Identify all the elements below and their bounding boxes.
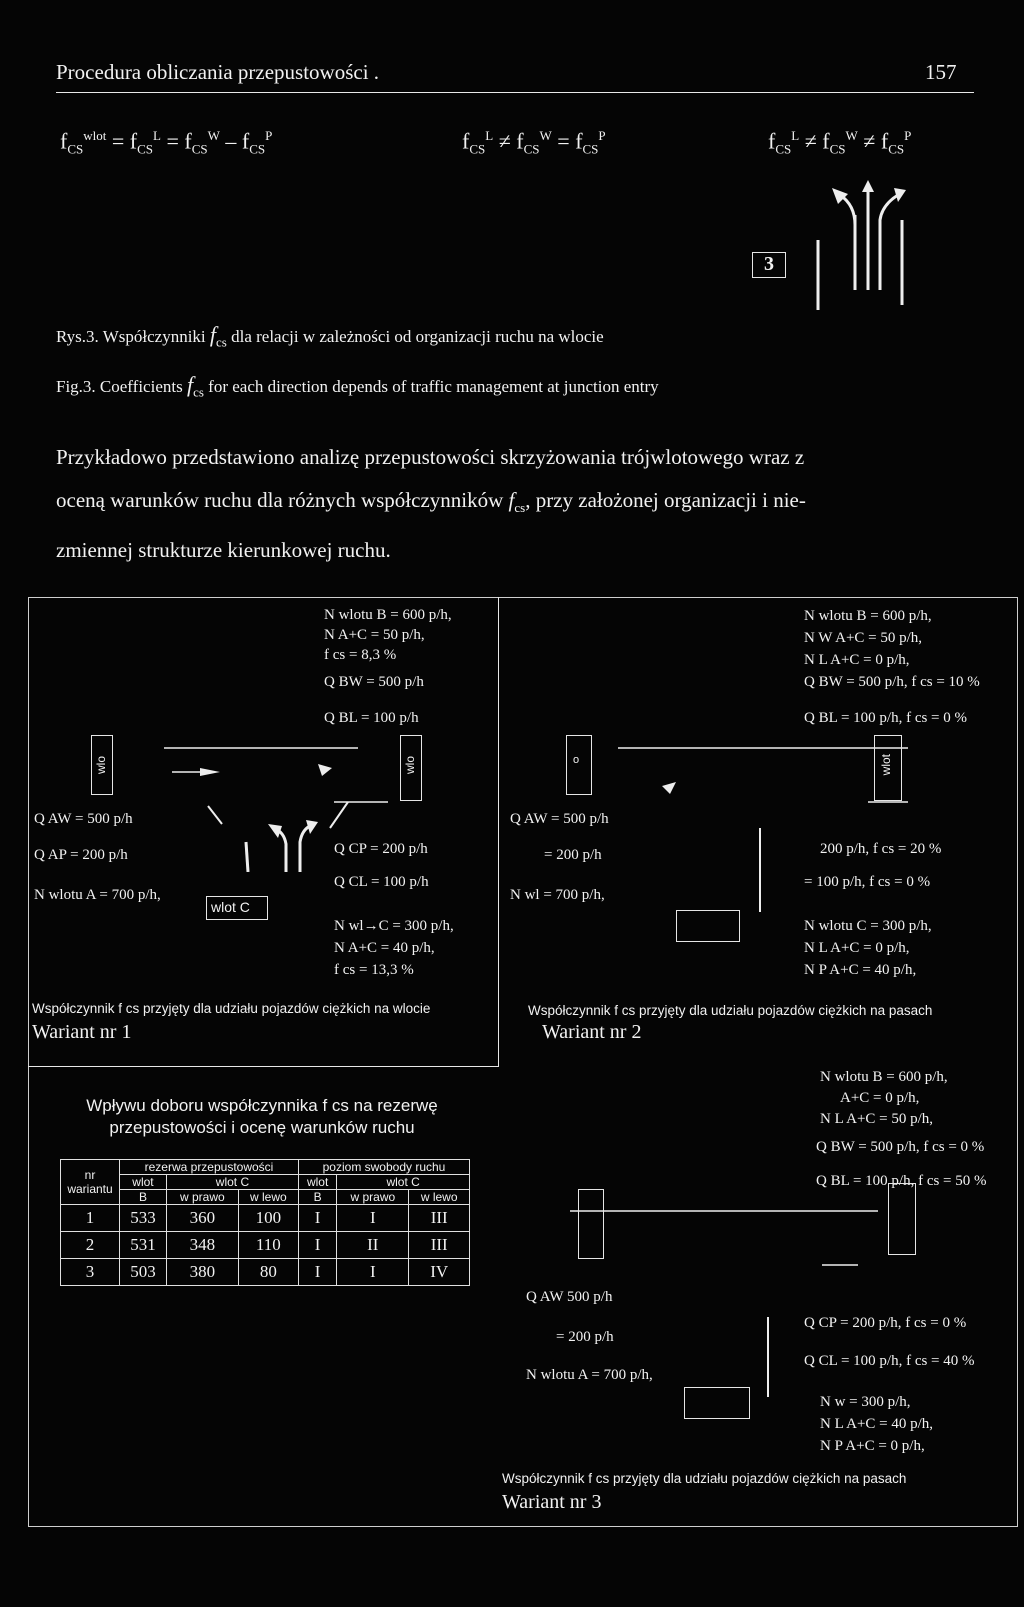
variant-1-qcp: Q CP = 200 p/h <box>334 841 428 857</box>
variant-1-qbl: Q BL = 100 p/h <box>324 710 419 726</box>
table-head-nr: nr wariantu <box>61 1160 120 1205</box>
variant-2-wlot-c-box <box>676 910 740 942</box>
figure-caption-pl: Rys.3. Współczynniki $f_{cs}$ dla relacji w zależności od organizacji ruchu na wlocie <box>56 322 604 350</box>
variant-1-right-entry-box: wlo <box>400 735 422 801</box>
table-row: 1 533 360 100 I I III <box>61 1205 470 1232</box>
table-row: 3 503 380 80 I I IV <box>61 1259 470 1286</box>
variant-2-n-wlotu-a: N wl = 700 p/h, <box>510 887 605 903</box>
variant-1-left-entry-box: wlo <box>91 735 113 795</box>
variant-3-left-entry-box <box>578 1189 604 1259</box>
figure-caption-en: Fig.3. Coefficients $f_{cs}$ for each direction depends of traffic management at junction entry <box>56 372 659 400</box>
variant-3-qaw: Q AW 500 p/h <box>526 1289 613 1305</box>
variant-2-title: Wariant nr 2 <box>542 1021 642 1043</box>
variant-1-n-wlotu-a: N wlotu A = 700 p/h, <box>34 887 161 903</box>
variant-3-qcp: Q CP = 200 p/h, f cs = 0 % <box>804 1315 967 1331</box>
paragraph: Przykładowo przedstawiono analizę przepustowości skrzyżowania trójwlotowego wraz z oceną warunków ruchu dla różnych współczynników $f_{cs}$, przy założonej organizacji i nie- zmiennej strukturze kierunkowej ruchu. <box>56 445 806 563</box>
table-head-wlot-2: wlot <box>298 1175 336 1190</box>
variant-3-n-wlotu-a: N wlotu A = 700 p/h, <box>526 1367 653 1383</box>
variant-1-qap: Q AP = 200 p/h <box>34 847 128 863</box>
table-head-b: B <box>120 1190 167 1205</box>
variant-1-top-values: N wlotu B = 600 p/h, N A+C = 50 p/h, f cs = 8,3 % <box>324 607 452 663</box>
variant-1-title: Wariant nr 1 <box>32 1021 132 1043</box>
page-number: 157 <box>925 60 957 84</box>
table-row: 2 531 348 110 I II III <box>61 1232 470 1259</box>
variant-3-qcl: Q CL = 100 p/h, f cs = 40 % <box>804 1353 975 1369</box>
variant-3-panel <box>498 1067 1018 1527</box>
variant-2-qbw: Q BW = 500 p/h, f cs = 10 % <box>804 674 980 690</box>
variant-3-right-entry-box <box>888 1183 916 1255</box>
formula-2: $f_{CS}^L \ne f_{CS}^W = f_{CS}^P$ <box>462 128 606 157</box>
variant-3-top-values: N wlotu B = 600 p/h, A+C = 0 p/h, N L A+C = 50 p/h, <box>820 1069 948 1127</box>
table-head-reserve: rezerwa przepustowości <box>120 1160 299 1175</box>
table-head-right: w prawo <box>166 1190 238 1205</box>
variant-3-coefficient-note: Współczynnik f cs przyjęty dla udziału pojazdów ciężkich na pasach <box>502 1471 907 1486</box>
variant-1-right-values: N wl→C = 300 p/h, N A+C = 40 p/h, f cs = 13,3 % <box>334 918 454 978</box>
table-section <box>28 1067 498 1527</box>
variant-2-left-entry-box: o <box>566 735 592 795</box>
variant-2-panel <box>498 597 1018 1066</box>
variant-2-qcl: = 100 p/h, f cs = 0 % <box>804 874 931 890</box>
table-head-right-2: w prawo <box>337 1190 409 1205</box>
table-title: Wpływu doboru współczynnika f cs na rezerwę przepustowości i ocenę warunków ruchu <box>86 1096 438 1137</box>
variant-3-right-values: N w = 300 p/h, N L A+C = 40 p/h, N P A+C = 0 p/h, <box>820 1394 934 1454</box>
formula-3: $f_{CS}^L \ne f_{CS}^W \ne f_{CS}^P$ <box>768 128 912 157</box>
results-table <box>60 1159 470 1286</box>
variant-2-right-values: N wlotu C = 300 p/h, N L A+C = 0 p/h, N P A+C = 40 p/h, <box>804 918 932 978</box>
table-head-wlot-c: wlot C <box>166 1175 298 1190</box>
variant-2-qbl: Q BL = 100 p/h, f cs = 0 % <box>804 710 968 726</box>
variant-3-qbw: Q BW = 500 p/h, f cs = 0 % <box>816 1139 985 1155</box>
lane-arrows-icon <box>810 180 920 310</box>
variant-2-qap: = 200 p/h <box>544 847 602 863</box>
variant-3-qbl: Q BL = 100 p/h, f cs = 50 % <box>816 1173 987 1189</box>
formula-1: $f_{CS}^{wlot} = f_{CS}^L = f_{CS}^W - f_{CS}^P$ <box>60 128 273 157</box>
header-rule <box>56 92 974 93</box>
variant-2-qaw: Q AW = 500 p/h <box>510 811 609 827</box>
variant-1-qbw: Q BW = 500 p/h <box>324 674 424 690</box>
variant-1-qaw: Q AW = 500 p/h <box>34 811 133 827</box>
variant-1-wlot-c-box: wlot C <box>206 896 268 920</box>
variant-3-wlot-c-box <box>684 1387 750 1419</box>
variant-3-title: Wariant nr 3 <box>502 1491 602 1513</box>
page-header-title: Procedura obliczania przepustowości . <box>56 60 380 84</box>
variant-2-coefficient-note: Współczynnik f cs przyjęty dla udziału pojazdów ciężkich na pasach <box>528 1003 933 1018</box>
variant-2-top-values: N wlotu B = 600 p/h, N W A+C = 50 p/h, N L A+C = 0 p/h, <box>804 608 932 668</box>
variant-2-qcp: 200 p/h, f cs = 20 % <box>820 841 942 857</box>
variant-1-coefficient-note: Współczynnik f cs przyjęty dla udziału pojazdów ciężkich na wlocie <box>32 1001 431 1016</box>
table-head-b-2: B <box>298 1190 336 1205</box>
variant-3-qap: = 200 p/h <box>556 1329 614 1345</box>
lane-number-box: 3 <box>752 252 786 278</box>
variant-1-qcl: Q CL = 100 p/h <box>334 874 429 890</box>
table-head-wlot: wlot <box>120 1175 167 1190</box>
table-head-left-2: w lewo <box>409 1190 470 1205</box>
table-head-wlot-c-2: wlot C <box>337 1175 470 1190</box>
variant-2-right-entry-box: wlot <box>874 735 902 801</box>
variant-1-panel <box>28 597 498 1066</box>
table-head-level: poziom swobody ruchu <box>298 1160 469 1175</box>
table-head-left: w lewo <box>238 1190 298 1205</box>
